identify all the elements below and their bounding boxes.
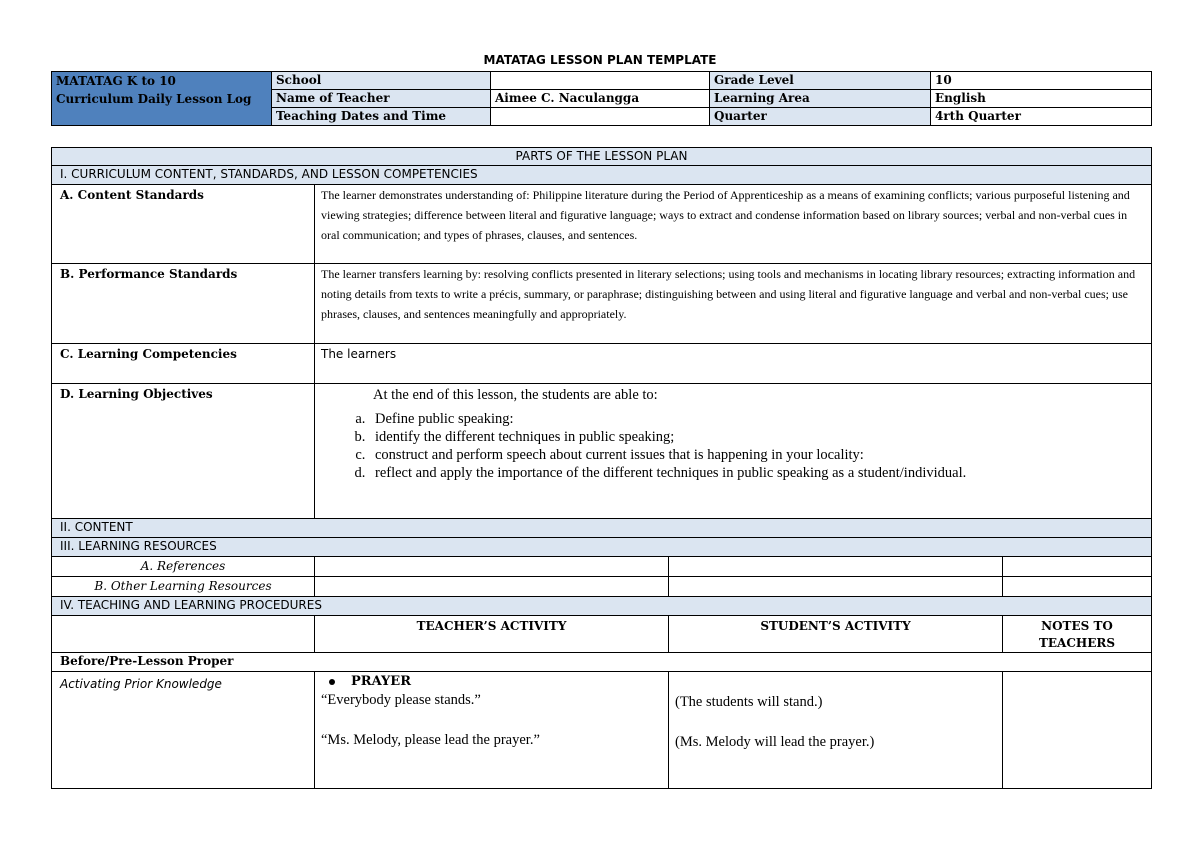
- student-activity-cell[interactable]: [669, 672, 1003, 789]
- lesson-plan-table: [51, 147, 1152, 789]
- learning-objectives-cell[interactable]: [315, 384, 1152, 519]
- notes-cell[interactable]: [1003, 672, 1152, 789]
- notes-to-teachers-header: NOTES TO TEACHERS: [1003, 616, 1152, 653]
- grade-level-value[interactable]: 10: [931, 72, 1152, 90]
- parts-heading: PARTS OF THE LESSON PLAN: [52, 148, 1152, 166]
- before-lesson-label: Before/Pre-Lesson Proper: [52, 653, 1152, 672]
- document-title: MATATAG LESSON PLAN TEMPLATE: [483, 53, 717, 67]
- grade-level-label: Grade Level: [710, 72, 931, 90]
- objective-item: b. identify the different techniques in public speaking;: [369, 428, 1145, 446]
- section-1-heading: I. CURRICULUM CONTENT, STANDARDS, AND LESSON COMPETENCIES: [52, 166, 1152, 185]
- school-value[interactable]: [491, 72, 710, 90]
- teaching-dates-value[interactable]: [491, 108, 710, 126]
- teaching-dates-label: Teaching Dates and Time: [272, 108, 491, 126]
- learning-competencies-label: C. Learning Competencies: [52, 344, 315, 384]
- objective-item: d. reflect and apply the importance of the different techniques in public speaking as a student/individual.: [369, 464, 1145, 482]
- header-table: [51, 71, 1152, 126]
- section-4-heading: IV. TEACHING AND LEARNING PROCEDURES: [52, 597, 1152, 616]
- performance-standards-label: B. Performance Standards: [52, 264, 315, 344]
- activating-prior-knowledge-label: Activating Prior Knowledge: [52, 672, 315, 789]
- bullet-icon: [329, 679, 335, 685]
- references-cell-1[interactable]: [315, 557, 669, 577]
- other-resources-label: B. Other Learning Resources: [52, 577, 315, 597]
- section-2-heading: II. CONTENT: [52, 519, 1152, 538]
- learning-area-value[interactable]: English: [931, 90, 1152, 108]
- learning-objectives-label: D. Learning Objectives: [52, 384, 315, 519]
- references-label: A. References: [52, 557, 315, 577]
- teacher-line-2: “Ms. Melody, please lead the prayer.”: [321, 732, 540, 748]
- content-standards-text[interactable]: The learner demonstrates understanding of: Philippine literature during the Period of Apprenticeship as a means of examining conflicts; various purposeful listening and viewing strategies; difference between literal and figurative language; ways to extract and condense information based on library sources; verbal and non-verbal cues in oral communication; and types of phrases, clauses, and sentences.: [315, 185, 1152, 264]
- learning-area-label: Learning Area: [710, 90, 931, 108]
- student-activity-header: STUDENT’S ACTIVITY: [669, 616, 1003, 653]
- teacher-name-label: Name of Teacher: [272, 90, 491, 108]
- objectives-list: [321, 410, 1145, 482]
- school-label: School: [272, 72, 491, 90]
- references-cell-2[interactable]: [669, 557, 1003, 577]
- student-line-2: (Ms. Melody will lead the prayer.): [675, 734, 875, 750]
- prayer-bullet: [321, 674, 662, 690]
- teacher-name-value[interactable]: Aimee C. Naculangga: [491, 90, 710, 108]
- student-line-1: (The students will stand.): [675, 694, 823, 710]
- section-3-heading: III. LEARNING RESOURCES: [52, 538, 1152, 557]
- learning-competencies-text[interactable]: The learners: [315, 344, 1152, 384]
- quarter-label: Quarter: [710, 108, 931, 126]
- teacher-activity-header: TEACHER’S ACTIVITY: [315, 616, 669, 653]
- objectives-intro: At the end of this lesson, the students are able to:: [373, 387, 658, 403]
- performance-standards-text[interactable]: The learner transfers learning by: resolving conflicts presented in literary selections; using tools and mechanisms in locating library resources; extracting information and noting details from texts to write a précis, summary, or paraphrase; distinguishing between and using literal and figurative language and verbal and non-verbal cues; use phrases, clauses, and sentences meaningfully and appropriately.: [315, 264, 1152, 344]
- content-standards-label: A. Content Standards: [52, 185, 315, 264]
- references-cell-3[interactable]: [1003, 557, 1152, 577]
- objective-item: c. construct and perform speech about current issues that is happening in your locality:: [369, 446, 1145, 464]
- org-line-1: MATATAG K to 10: [56, 74, 176, 88]
- student-spacer: [675, 674, 996, 690]
- procedure-header-blank: [52, 616, 315, 653]
- prayer-heading: PRAYER: [351, 674, 412, 689]
- other-resources-cell-2[interactable]: [669, 577, 1003, 597]
- org-line-2: Curriculum Daily Lesson Log: [56, 92, 252, 106]
- org-name-cell: [52, 72, 272, 126]
- objective-item: a. Define public speaking:: [369, 410, 1145, 428]
- other-resources-cell-1[interactable]: [315, 577, 669, 597]
- teacher-line-1: “Everybody please stands.”: [321, 692, 481, 708]
- teacher-activity-cell[interactable]: [315, 672, 669, 789]
- quarter-value[interactable]: 4rth Quarter: [931, 108, 1152, 126]
- other-resources-cell-3[interactable]: [1003, 577, 1152, 597]
